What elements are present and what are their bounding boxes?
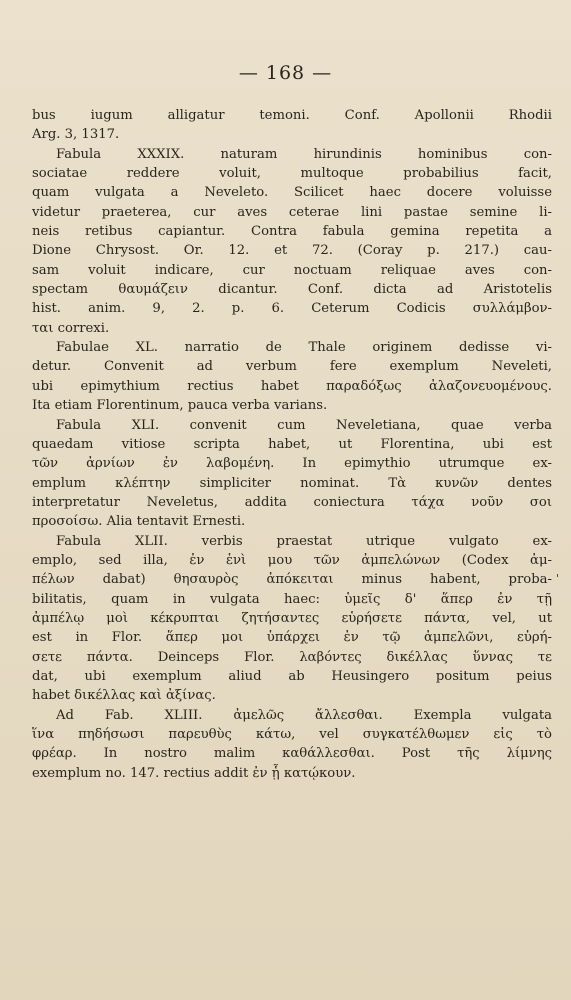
text-line: neis retibus capiantur. Contra fabula gemina repetita a (32, 224, 552, 240)
text-line: spectam θαυμάζειν dicantur. Conf. dicta ad Aristotelis (32, 282, 552, 298)
text-line: ἵνα πηδήσωσι παρευθὺς κάτω, vel συγκατέλθωμεν εἰς τὸ (32, 727, 552, 742)
text-line: dat, ubi exemplum aliud ab Heusingero positum peius (32, 668, 552, 684)
text-line: Ad Fab. XLIII. ἀμελῶς ἄλλεσθαι. Exempla vulgata (56, 707, 552, 723)
text-line: ἀμπέλῳ μοὶ κέκρυπται ζητήσαντες εὑρήσετε πάντα, vel, ut (32, 610, 552, 626)
text-line: hist. anim. 9, 2. p. 6. Ceterum Codicis συλλάμβον- (32, 301, 552, 317)
text-line: interpretatur Neveletus, addita coniectura τάχα νοῦν σοι (32, 494, 552, 510)
text-line: Ita etiam Florentinum, pauca verba varians. (32, 398, 328, 414)
text-line: Fabula XLI. convenit cum Neveletiana, quae verba (56, 417, 552, 433)
text-line: est in Flor. ἅπερ μοι ὑπάρχει ἐν τῷ ἀμπελῶνι, εὑρή- (32, 630, 552, 646)
text-line: ubi epimythium rectius habet παραδόξως ἀλαζονευομένους. (32, 378, 552, 394)
text-line: Arg. 3, 1317. (32, 127, 120, 143)
text-line: προσοίσω. Alia tentavit Ernesti. (32, 514, 246, 530)
text-line: emplum κλέπτην simpliciter nominat. Τὰ κυνῶν dentes (32, 475, 552, 491)
page-number: — 168 — (238, 62, 333, 84)
text-line: ται correxi. (32, 320, 110, 336)
text-line: bus iugum alligatur temoni. Conf. Apollonii Rhodii (32, 108, 552, 123)
text-line: Fabula XLII. verbis praestat utrique vulgato ex- (56, 533, 552, 549)
text-line: bilitatis, quam in vulgata haec: ὑμεῖς δ' ἅπερ ἐν τῇ (32, 591, 552, 607)
text-line: φρέαρ. In nostro malim καθάλλεσθαι. Post τῆς λίμνης (32, 746, 552, 762)
text-line: Fabulae XL. narratio de Thale originem dedisse vi- (56, 340, 552, 356)
text-line: sam voluit indicare, cur noctuam reliquae aves con- (32, 262, 552, 278)
text-line: videtur praeterea, cur aves ceterae lini pastae semine li- (32, 204, 552, 220)
text-line: detur. Convenit ad verbum fere exemplum Neveleti, (32, 359, 552, 375)
text-line: σετε πάντα. Deinceps Flor. λαβόντες δικέλλας ὕννας τε (32, 649, 552, 665)
text-line: Dione Chrysost. Or. 12. et 72. (Coray p. 217.) cau- (32, 243, 552, 259)
text-line: τῶν ἀρνίων ἐν λαβομένη. In epimythio utrumque ex- (32, 456, 552, 472)
text-line: habet δικέλλας καὶ ἀξίνας. (32, 688, 216, 704)
text-line: exemplum no. 147. rectius addit ἐν ᾗ κατῴκουν. (32, 765, 356, 781)
margin-mark: ' (556, 572, 560, 585)
text-line: sociatae reddere voluit, multoque probabilius facit, (32, 166, 552, 182)
text-line: quaedam vitiose scripta habet, ut Florentina, ubi est (32, 436, 552, 452)
text-line: πέλων dabat) θησαυρὸς ἀπόκειται minus habent, proba- (32, 572, 552, 588)
body-text (32, 106, 552, 783)
text-line: emplo, sed illa, ἐν ἑνὶ μου τῶν ἀμπελώνων (Codex ἀμ- (32, 552, 552, 568)
text-line: quam vulgata a Neveleto. Scilicet haec docere voluisse (32, 185, 552, 201)
text-line: Fabula XXXIX. naturam hirundinis hominibus con- (56, 146, 552, 162)
